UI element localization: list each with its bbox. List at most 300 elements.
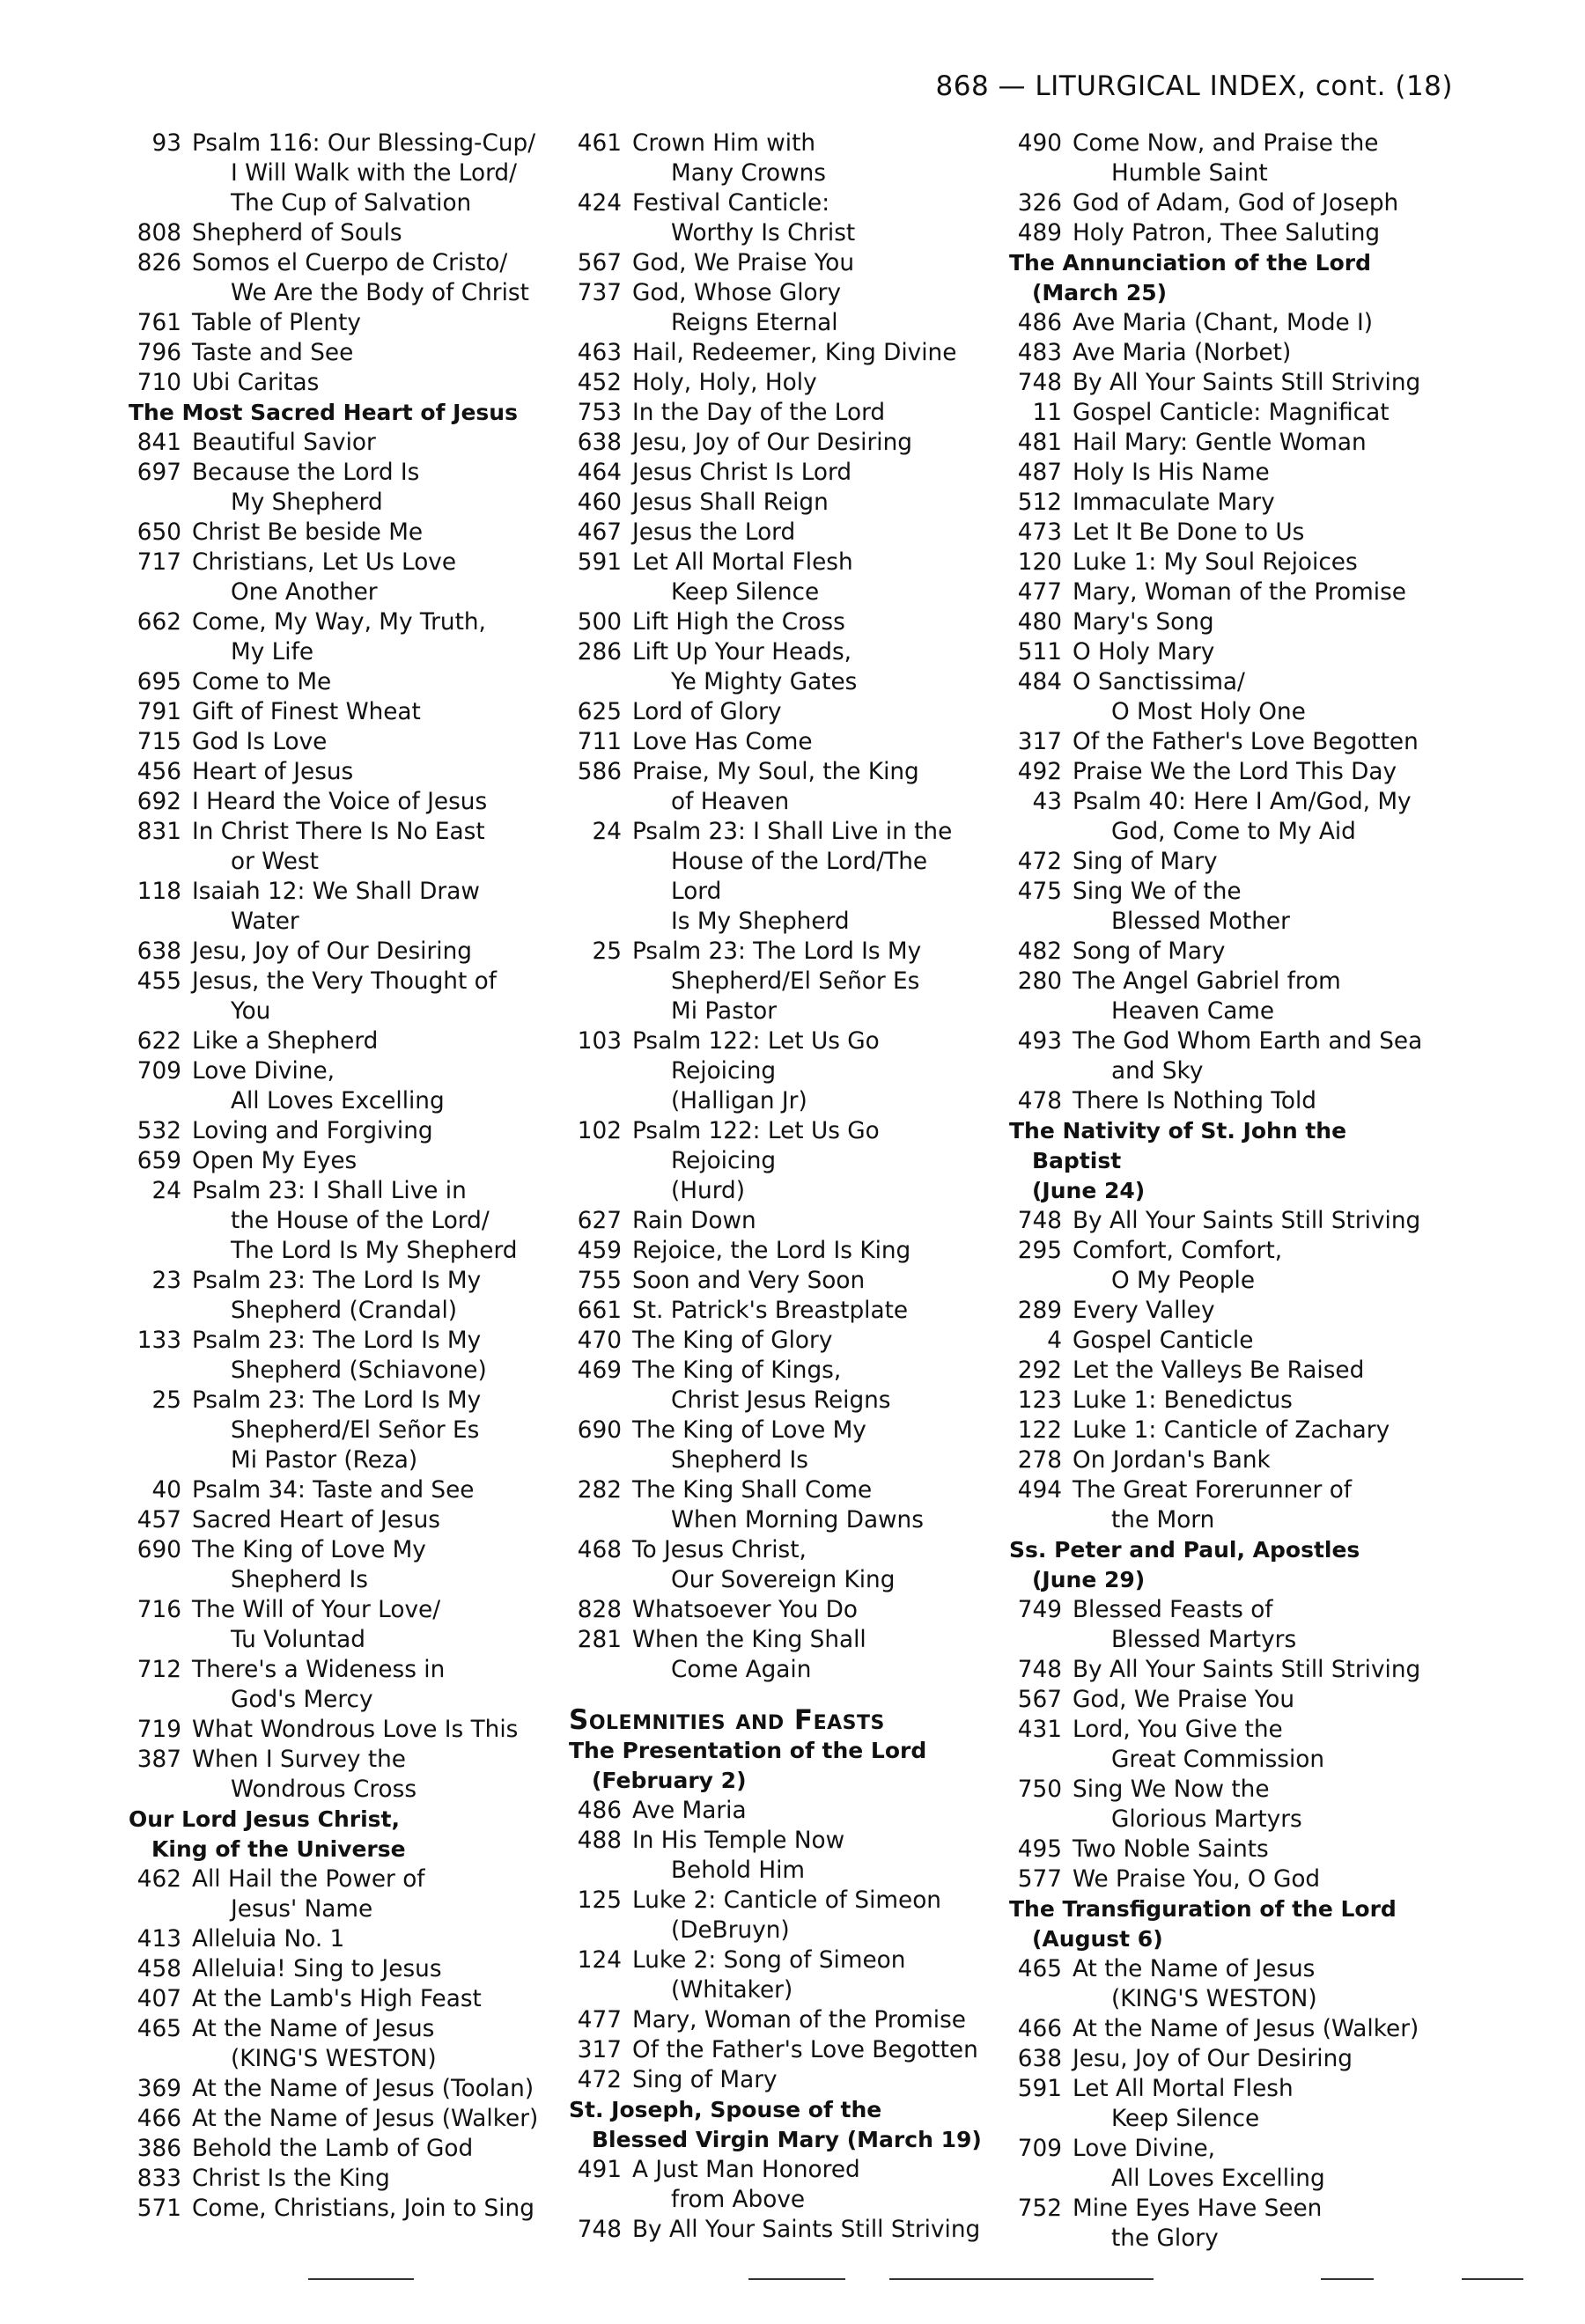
- index-entry: [129, 1745, 542, 1805]
- hymn-number: 753: [577, 400, 622, 426]
- index-entry: [129, 1116, 542, 1146]
- hymn-number: 711: [577, 729, 622, 755]
- hymn-number: 467: [577, 519, 622, 546]
- index-entry: [1009, 967, 1423, 1026]
- hymn-number: 413: [136, 1926, 181, 1953]
- index-entry: [1009, 667, 1423, 727]
- hymn-title: Somos el Cuerpo de Cristo/ We Are the Body of Christ: [192, 250, 529, 306]
- hymn-title: Psalm 122: Let Us Go Rejoicing (Hurd): [632, 1118, 880, 1204]
- hymn-number: 463: [577, 340, 622, 366]
- hymn-number: 750: [1017, 1776, 1062, 1803]
- hymn-title: Taste and See: [192, 340, 354, 366]
- hymn-title: Christ Is the King: [192, 2166, 390, 2192]
- hymn-number: 282: [577, 1477, 622, 1504]
- hymn-title: Song of Mary: [1073, 938, 1226, 965]
- index-entry: [1009, 2134, 1423, 2194]
- hymn-title: The God Whom Earth and Sea and Sky: [1073, 1028, 1423, 1085]
- hymn-number: 796: [136, 340, 181, 366]
- hymn-title: Psalm 23: I Shall Live in the House of the Lord/ The Lord Is My Shepherd: [192, 1178, 518, 1264]
- hymn-title: The King Shall Come When Morning Dawns: [632, 1477, 924, 1533]
- index-entry: [129, 2194, 542, 2224]
- hymn-number: 567: [577, 250, 622, 276]
- index-entry: [129, 1146, 542, 1176]
- hymn-title: Come, My Way, My Truth, My Life: [192, 609, 486, 666]
- hymn-number: 93: [151, 130, 181, 157]
- hymn-number: 661: [577, 1298, 622, 1324]
- hymn-number: 466: [136, 2106, 181, 2132]
- hymn-number: 464: [577, 460, 622, 486]
- hymn-title: In the Day of the Lord: [632, 400, 886, 426]
- hymn-number: 622: [136, 1028, 181, 1055]
- hymn-title: Christians, Let Us Love One Another: [192, 549, 457, 606]
- hymn-number: 719: [136, 1717, 181, 1743]
- index-entry: [1009, 1835, 1423, 1864]
- index-entry: [129, 1386, 542, 1475]
- index-entry: [569, 1595, 983, 1625]
- hymn-number: 486: [577, 1798, 622, 1824]
- hymn-number: 481: [1017, 430, 1062, 456]
- hymn-title: Two Noble Saints: [1073, 1836, 1269, 1863]
- hymn-number: 289: [1017, 1298, 1062, 1324]
- hymn-title: The King of Glory: [632, 1327, 833, 1354]
- hymn-title: On Jordan's Bank: [1073, 1447, 1271, 1474]
- hymn-number: 488: [577, 1828, 622, 1854]
- hymn-title: Psalm 122: Let Us Go Rejoicing (Halligan Jr): [632, 1028, 880, 1114]
- index-entry: [569, 1475, 983, 1535]
- index-entry: [129, 937, 542, 967]
- rule-mark: [889, 2278, 1154, 2280]
- index-entry: [129, 1954, 542, 1984]
- index-entry: [129, 1535, 542, 1595]
- index-entry: [569, 428, 983, 458]
- index-entry: [569, 2155, 983, 2215]
- hymn-number: 638: [136, 938, 181, 965]
- hymn-number: 712: [136, 1657, 181, 1683]
- feast-heading: The Transfiguration of the Lord (August 6): [1009, 1896, 1397, 1952]
- index-entry: [1009, 548, 1423, 577]
- hymn-number: 407: [136, 1986, 181, 2012]
- hymn-number: 695: [136, 669, 181, 695]
- hymn-number: 40: [151, 1477, 181, 1504]
- hymn-title: A Just Man Honored from Above: [632, 2157, 860, 2213]
- hymn-number: 102: [577, 1118, 622, 1144]
- hymn-title: Psalm 34: Taste and See: [192, 1477, 475, 1504]
- hymn-number: 638: [1017, 2046, 1062, 2072]
- index-entry: [1009, 1086, 1423, 1116]
- hymn-number: 737: [577, 280, 622, 306]
- feast-heading: The Most Sacred Heart of Jesus: [129, 400, 518, 425]
- index-entry: [1009, 129, 1423, 188]
- hymn-title: O Sanctissima/ O Most Holy One: [1073, 669, 1306, 725]
- hymn-title: The Angel Gabriel from Heaven Came: [1073, 968, 1341, 1025]
- hymn-number: 752: [1017, 2195, 1062, 2222]
- hymn-number: 717: [136, 549, 181, 576]
- index-entry: [1009, 1326, 1423, 1356]
- hymn-number: 709: [136, 1058, 181, 1085]
- hymn-number: 120: [1017, 549, 1062, 576]
- hymn-number: 627: [577, 1208, 622, 1234]
- index-entry: [1009, 1026, 1423, 1086]
- hymn-number: 317: [1017, 729, 1062, 755]
- hymn-number: 577: [1017, 1866, 1062, 1893]
- index-entry: [1009, 787, 1423, 847]
- index-column-3: [1009, 129, 1423, 2254]
- index-entry: [1009, 1475, 1423, 1535]
- feast-heading: The Nativity of St. John the Baptist (June 24): [1009, 1118, 1347, 1203]
- index-entry: [569, 548, 983, 607]
- hymn-title: Mary's Song: [1073, 609, 1214, 636]
- index-entry: [1009, 757, 1423, 787]
- hymn-title: Rejoice, the Lord Is King: [632, 1238, 911, 1264]
- index-entry: [569, 278, 983, 338]
- hymn-title: Comfort, Comfort, O My People: [1073, 1238, 1283, 1294]
- hymn-number: 24: [151, 1178, 181, 1204]
- hymn-title: By All Your Saints Still Striving: [1073, 1657, 1421, 1683]
- hymn-number: 472: [577, 2067, 622, 2093]
- hymn-title: Beautiful Savior: [192, 430, 376, 456]
- hymn-number: 465: [1017, 1956, 1062, 1982]
- hymn-title: Lord of Glory: [632, 699, 782, 725]
- hymn-number: 458: [136, 1956, 181, 1982]
- hymn-title: Jesu, Joy of Our Desiring: [192, 938, 472, 965]
- index-entry: [569, 637, 983, 697]
- hymn-number: 470: [577, 1327, 622, 1354]
- hymn-number: 493: [1017, 1028, 1062, 1055]
- index-entry: [1009, 937, 1423, 967]
- hymn-title: To Jesus Christ, Our Sovereign King: [632, 1537, 896, 1593]
- index-entry: [129, 338, 542, 368]
- hymn-title: Let All Mortal Flesh Keep Silence: [1073, 2076, 1294, 2132]
- index-entry: [569, 518, 983, 548]
- hymn-title: God Is Love: [192, 729, 328, 755]
- index-entry: [569, 607, 983, 637]
- index-entry: [1009, 1715, 1423, 1775]
- index-entry: [569, 1416, 983, 1475]
- hymn-number: 473: [1017, 519, 1062, 546]
- index-entry: [569, 1026, 983, 1116]
- hymn-title: Psalm 116: Our Blessing-Cup/ I Will Walk with the Lord/ The Cup of Salvation: [192, 130, 536, 217]
- hymn-number: 567: [1017, 1687, 1062, 1713]
- hymn-number: 386: [136, 2136, 181, 2162]
- index-entry: [129, 368, 542, 398]
- hymn-title: By All Your Saints Still Striving: [632, 2217, 981, 2243]
- hymn-title: Hail Mary: Gentle Woman: [1073, 430, 1367, 456]
- hymn-number: 709: [1017, 2136, 1062, 2162]
- index-entry: [129, 1505, 542, 1535]
- hymn-title: Love Divine, All Loves Excelling: [192, 1058, 445, 1114]
- hymn-title: There's a Wideness in God's Mercy: [192, 1657, 446, 1713]
- feast-heading: Ss. Peter and Paul, Apostles (June 29): [1009, 1537, 1360, 1592]
- index-entry: [129, 817, 542, 877]
- index-entry: [129, 1266, 542, 1326]
- index-entry: [129, 248, 542, 308]
- index-entry: [1009, 727, 1423, 757]
- hymn-number: 478: [1017, 1088, 1062, 1114]
- index-entry: [1009, 1685, 1423, 1715]
- hymn-number: 586: [577, 759, 622, 785]
- hymn-title: Jesus the Lord: [632, 519, 796, 546]
- hymn-title: Behold the Lamb of God: [192, 2136, 474, 2162]
- feast-heading: The Annunciation of the Lord (March 25): [1009, 250, 1371, 305]
- hymn-title: Let It Be Done to Us: [1073, 519, 1305, 546]
- index-entry: [1009, 458, 1423, 488]
- index-entry: [129, 458, 542, 518]
- index-entry: [129, 607, 542, 667]
- index-entry: [129, 548, 542, 607]
- hymn-title: Immaculate Mary: [1073, 489, 1275, 516]
- hymn-number: 791: [136, 699, 181, 725]
- index-entry: [569, 1356, 983, 1416]
- index-entry: [569, 1945, 983, 2005]
- index-entry: [1009, 1445, 1423, 1475]
- index-entry: [569, 398, 983, 428]
- feast-heading: The Presentation of the Lord (February 2): [569, 1738, 927, 1793]
- hymn-number: 456: [136, 759, 181, 785]
- index-entry: [569, 129, 983, 188]
- hymn-title: Every Valley: [1073, 1298, 1215, 1324]
- hymn-number: 25: [151, 1387, 181, 1414]
- index-entry: [1009, 1206, 1423, 1236]
- hymn-title: Alleluia No. 1: [192, 1926, 345, 1953]
- hymn-title: Psalm 23: The Lord Is My Shepherd (Schiavone): [192, 1327, 487, 1384]
- index-entry: [129, 2134, 542, 2164]
- hymn-title: Praise, My Soul, the King of Heaven: [632, 759, 919, 815]
- hymn-title: Psalm 40: Here I Am/God, My God, Come to My Aid: [1073, 789, 1412, 845]
- hymn-number: 286: [577, 639, 622, 666]
- hymn-number: 295: [1017, 1238, 1062, 1264]
- hymn-title: Come Now, and Praise the Humble Saint: [1073, 130, 1379, 187]
- hymn-number: 24: [592, 819, 622, 845]
- hymn-title: Gospel Canticle: [1073, 1327, 1254, 1354]
- hymn-title: By All Your Saints Still Striving: [1073, 370, 1421, 396]
- index-entry: [1009, 877, 1423, 937]
- index-entry: [569, 817, 983, 937]
- hymn-number: 748: [577, 2217, 622, 2243]
- index-entry: [129, 1326, 542, 1386]
- index-entry: [569, 2035, 983, 2065]
- hymn-title: Mary, Woman of the Promise: [1073, 579, 1406, 606]
- index-entry: [569, 1826, 983, 1886]
- section-title: [569, 1704, 983, 1736]
- index-entry: [129, 129, 542, 218]
- hymn-number: 477: [1017, 579, 1062, 606]
- hymn-title: At the Lamb's High Feast: [192, 1986, 482, 2012]
- hymn-title: Luke 2: Song of Simeon (Whitaker): [632, 1947, 906, 2004]
- index-entry: [129, 2164, 542, 2194]
- hymn-title: Psalm 23: The Lord Is My Shepherd (Crandal): [192, 1268, 482, 1324]
- hymn-title: I Heard the Voice of Jesus: [192, 789, 488, 815]
- index-entry: [1009, 338, 1423, 368]
- index-entry: [1009, 488, 1423, 518]
- index-entry: [129, 308, 542, 338]
- hymn-title: At the Name of Jesus (Walker): [192, 2106, 539, 2132]
- hymn-number: 487: [1017, 460, 1062, 486]
- hymn-number: 486: [1017, 310, 1062, 336]
- index-entry: [1009, 847, 1423, 877]
- hymn-title: Of the Father's Love Begotten: [632, 2037, 978, 2063]
- rule-mark: [1321, 2278, 1374, 2280]
- index-entry: [569, 1266, 983, 1296]
- hymn-title: By All Your Saints Still Striving: [1073, 1208, 1421, 1234]
- index-entry: [129, 2074, 542, 2104]
- index-entry: [569, 2215, 983, 2245]
- hymn-number: 625: [577, 699, 622, 725]
- hymn-number: 472: [1017, 849, 1062, 875]
- index-entry: [1009, 1595, 1423, 1655]
- index-column-2: [569, 129, 983, 2245]
- hymn-title: Holy Is His Name: [1073, 460, 1270, 486]
- hymn-title: Like a Shepherd: [192, 1028, 379, 1055]
- hymn-title: Gospel Canticle: Magnificat: [1073, 400, 1390, 426]
- hymn-title: Loving and Forgiving: [192, 1118, 433, 1144]
- hymn-number: 482: [1017, 938, 1062, 965]
- hymn-number: 281: [577, 1627, 622, 1653]
- hymn-title: Jesus Christ Is Lord: [632, 460, 852, 486]
- hymn-number: 716: [136, 1597, 181, 1623]
- hymn-title: Blessed Feasts of Blessed Martyrs: [1073, 1597, 1297, 1653]
- hymn-title: Soon and Very Soon: [632, 1268, 866, 1294]
- hymn-number: 459: [577, 1238, 622, 1264]
- index-entry: [569, 1886, 983, 1945]
- hymn-number: 690: [577, 1417, 622, 1444]
- index-entry: [1009, 1356, 1423, 1386]
- hymn-number: 571: [136, 2195, 181, 2222]
- hymn-number: 278: [1017, 1447, 1062, 1474]
- hymn-title: Because the Lord Is My Shepherd: [192, 460, 420, 516]
- hymn-number: 480: [1017, 609, 1062, 636]
- hymn-number: 431: [1017, 1717, 1062, 1743]
- hymn-title: We Praise You, O God: [1073, 1866, 1321, 1893]
- hymn-title: Come to Me: [192, 669, 332, 695]
- hymn-title: O Holy Mary: [1073, 639, 1215, 666]
- hymn-title: Sacred Heart of Jesus: [192, 1507, 440, 1533]
- hymn-number: 469: [577, 1357, 622, 1384]
- index-entry: [1009, 1954, 1423, 2014]
- hymn-title: Mary, Woman of the Promise: [632, 2007, 966, 2034]
- hymn-number: 489: [1017, 220, 1062, 246]
- hymn-title: God, We Praise You: [1073, 1687, 1295, 1713]
- hymn-number: 103: [577, 1028, 622, 1055]
- index-entry: [129, 1595, 542, 1655]
- index-entry: [1009, 1864, 1423, 1894]
- hymn-title: Sing We of the Blessed Mother: [1073, 879, 1290, 935]
- hymn-title: Luke 1: Benedictus: [1073, 1387, 1293, 1414]
- hymn-title: At the Name of Jesus (KING'S WESTON): [192, 2016, 437, 2072]
- bottom-rule-marks: [0, 2278, 1585, 2287]
- index-entry: [129, 1715, 542, 1745]
- index-entry: [1009, 188, 1423, 218]
- hymn-number: 841: [136, 430, 181, 456]
- hymn-number: 638: [577, 430, 622, 456]
- hymn-title: St. Patrick's Breastplate: [632, 1298, 909, 1324]
- hymn-number: 317: [577, 2037, 622, 2063]
- hymn-number: 387: [136, 1747, 181, 1773]
- hymn-number: 122: [1017, 1417, 1062, 1444]
- index-entry: [569, 458, 983, 488]
- hymn-title: Let the Valleys Be Raised: [1073, 1357, 1365, 1384]
- hymn-title: Psalm 23: The Lord Is My Shepherd/El Señor Es Mi Pastor (Reza): [192, 1387, 482, 1474]
- hymn-title: Hail, Redeemer, King Divine: [632, 340, 957, 366]
- hymn-title: Shepherd of Souls: [192, 220, 402, 246]
- hymn-number: 826: [136, 250, 181, 276]
- hymn-number: 662: [136, 609, 181, 636]
- hymn-title: Come, Christians, Join to Sing: [192, 2195, 534, 2222]
- index-entry: [129, 667, 542, 697]
- index-entry: [1009, 398, 1423, 428]
- hymn-number: 424: [577, 190, 622, 217]
- hymn-title: At the Name of Jesus (KING'S WESTON): [1073, 1956, 1317, 2012]
- index-entry: [1009, 1236, 1423, 1296]
- hymn-number: 490: [1017, 130, 1062, 157]
- rule-mark: [1462, 2278, 1523, 2280]
- index-entry: [129, 787, 542, 817]
- hymn-title: Isaiah 12: We Shall Draw Water: [192, 879, 480, 935]
- hymn-number: 715: [136, 729, 181, 755]
- hymn-number: 748: [1017, 370, 1062, 396]
- index-entry: [129, 218, 542, 248]
- rule-mark: [308, 2278, 414, 2280]
- hymn-title: Gift of Finest Wheat: [192, 699, 421, 725]
- hymn-number: 280: [1017, 968, 1062, 995]
- index-entry: [1009, 218, 1423, 248]
- index-entry: [1009, 428, 1423, 458]
- hymn-number: 494: [1017, 1477, 1062, 1504]
- index-entry: [569, 1535, 983, 1595]
- hymn-title: At the Name of Jesus (Toolan): [192, 2076, 534, 2102]
- index-entry: [129, 877, 542, 937]
- index-entry: [569, 697, 983, 727]
- hymn-title: Heart of Jesus: [192, 759, 354, 785]
- hymn-number: 118: [136, 879, 181, 905]
- hymn-title: Lift High the Cross: [632, 609, 845, 636]
- hymn-title: When the King Shall Come Again: [632, 1627, 866, 1683]
- hymn-title: Of the Father's Love Begotten: [1073, 729, 1419, 755]
- hymn-number: 462: [136, 1866, 181, 1893]
- hymn-title: Lift Up Your Heads, Ye Mighty Gates: [632, 639, 858, 695]
- hymn-title: All Hail the Power of Jesus' Name: [192, 1866, 425, 1923]
- hymn-title: Ave Maria (Norbet): [1073, 340, 1292, 366]
- hymn-title: Whatsoever You Do: [632, 1597, 858, 1623]
- hymn-title: In His Temple Now Behold Him: [632, 1828, 845, 1884]
- hymn-number: 452: [577, 370, 622, 396]
- hymn-title: Lord, You Give the Great Commission: [1073, 1717, 1325, 1773]
- index-entry: [569, 2065, 983, 2095]
- index-entry: [569, 1116, 983, 1206]
- index-entry: [129, 1924, 542, 1954]
- hymn-title: Rain Down: [632, 1208, 756, 1234]
- hymn-number: 500: [577, 609, 622, 636]
- index-entry: [569, 757, 983, 817]
- index-entry: [129, 518, 542, 548]
- index-entry: [569, 937, 983, 1026]
- index-entry: [1009, 368, 1423, 398]
- hymn-title: Mine Eyes Have Seen the Glory: [1073, 2195, 1323, 2252]
- index-entry: [1009, 1416, 1423, 1445]
- index-entry: [129, 967, 542, 1026]
- hymn-title: God, We Praise You: [632, 250, 855, 276]
- hymn-number: 808: [136, 220, 181, 246]
- index-entry: [569, 1326, 983, 1356]
- index-entry: [1009, 1386, 1423, 1416]
- hymn-title: Luke 2: Canticle of Simeon (DeBruyn): [632, 1887, 941, 1944]
- hymn-number: 692: [136, 789, 181, 815]
- hymn-title: Jesus Shall Reign: [632, 489, 829, 516]
- hymn-number: 123: [1017, 1387, 1062, 1414]
- index-entry: [1009, 1775, 1423, 1835]
- feast-heading: Our Lord Jesus Christ, King of the Universe: [129, 1806, 406, 1862]
- hymn-number: 466: [1017, 2016, 1062, 2042]
- hymn-number: 659: [136, 1148, 181, 1174]
